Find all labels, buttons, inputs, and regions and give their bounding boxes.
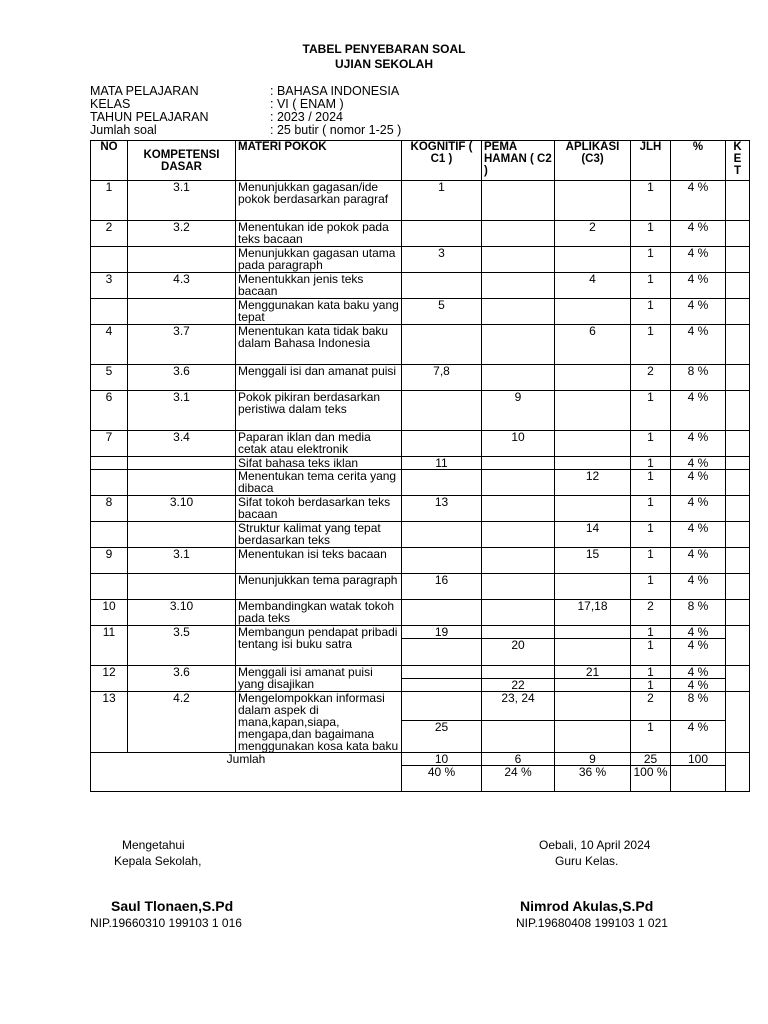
cell-c1 bbox=[402, 548, 482, 574]
cell-c2 bbox=[482, 600, 555, 626]
cell-c3: 15 bbox=[555, 548, 631, 574]
cell-ket bbox=[726, 600, 750, 626]
cell-materi: Menentukan isi teks bacaan bbox=[236, 548, 402, 574]
info-value: : VI ( ENAM ) bbox=[270, 97, 344, 111]
cell-jlh: 1 bbox=[631, 273, 671, 299]
cell-ket bbox=[726, 299, 750, 325]
cell-c1 bbox=[402, 639, 482, 666]
cell-c3: 2 bbox=[555, 221, 631, 247]
cell-c1 bbox=[402, 391, 482, 431]
cell-c2 bbox=[482, 325, 555, 365]
cell-pct: 4 % bbox=[671, 325, 726, 365]
cell-c3 bbox=[555, 626, 631, 639]
percent-pct bbox=[671, 766, 726, 792]
cell-kompetensi: 3.7 bbox=[128, 325, 236, 365]
cell-materi: Menggali isi dan amanat puisi bbox=[236, 365, 402, 391]
left-sign-name: Saul Tlonaen,S.Pd bbox=[111, 898, 234, 914]
cell-jlh: 1 bbox=[631, 666, 671, 679]
cell-ket bbox=[726, 692, 750, 753]
cell-c3: 21 bbox=[555, 666, 631, 679]
cell-c3: 17,18 bbox=[555, 600, 631, 626]
cell-c2 bbox=[482, 365, 555, 391]
cell-no: 10 bbox=[91, 600, 128, 626]
table-row bbox=[91, 522, 750, 548]
cell-jlh: 1 bbox=[631, 457, 671, 470]
cell-c2 bbox=[482, 522, 555, 548]
info-label: MATA PELAJARAN bbox=[90, 84, 199, 98]
cell-pct: 8 % bbox=[671, 365, 726, 391]
cell-pct: 4 % bbox=[671, 391, 726, 431]
cell-ket bbox=[726, 365, 750, 391]
cell-c1: 19 bbox=[402, 626, 482, 639]
cell-jlh: 1 bbox=[631, 626, 671, 639]
table-row bbox=[91, 299, 750, 325]
cell-c2 bbox=[482, 574, 555, 600]
table-row bbox=[91, 247, 750, 273]
cell-c3 bbox=[555, 431, 631, 457]
left-sign-nip: NIP.19660310 199103 1 016 bbox=[90, 916, 242, 930]
cell-pct: 4 % bbox=[671, 679, 726, 692]
info-value: : 25 butir ( nomor 1-25 ) bbox=[270, 123, 402, 137]
header-c2: PEMA HAMAN ( C2 ) bbox=[482, 141, 555, 181]
cell-c3 bbox=[555, 181, 631, 221]
cell-ket bbox=[726, 273, 750, 299]
cell-kompetensi: 3.1 bbox=[128, 548, 236, 574]
cell-c3 bbox=[555, 679, 631, 692]
total-jlh: 25 bbox=[631, 753, 671, 766]
percent-jlh: 100 % bbox=[631, 766, 671, 792]
cell-c1 bbox=[402, 273, 482, 299]
cell-pct: 4 % bbox=[671, 221, 726, 247]
cell-jlh: 1 bbox=[631, 431, 671, 457]
cell-c1 bbox=[402, 325, 482, 365]
cell-no bbox=[91, 247, 128, 273]
cell-c3 bbox=[555, 721, 631, 753]
cell-c2: 22 bbox=[482, 679, 555, 692]
cell-materi: Membandingkan watak tokoh pada teks bbox=[236, 600, 402, 626]
table-row bbox=[91, 181, 750, 221]
cell-c2 bbox=[482, 666, 555, 679]
table-row bbox=[91, 548, 750, 574]
cell-c3 bbox=[555, 247, 631, 273]
cell-jlh: 1 bbox=[631, 299, 671, 325]
cell-no: 12 bbox=[91, 666, 128, 692]
header-materi: MATERI POKOK bbox=[236, 141, 402, 181]
cell-c2 bbox=[482, 181, 555, 221]
right-sign-nip: NIP.19680408 199103 1 021 bbox=[516, 916, 668, 930]
cell-c2: 9 bbox=[482, 391, 555, 431]
cell-c1: 13 bbox=[402, 496, 482, 522]
cell-ket bbox=[726, 496, 750, 522]
cell-no: 1 bbox=[91, 181, 128, 221]
cell-no: 6 bbox=[91, 391, 128, 431]
cell-c2 bbox=[482, 273, 555, 299]
cell-kompetensi: 3.1 bbox=[128, 391, 236, 431]
header-ket: K E T bbox=[726, 141, 750, 181]
table-row bbox=[91, 457, 750, 470]
cell-jlh: 1 bbox=[631, 391, 671, 431]
cell-materi: Struktur kalimat yang tepat berdasarkan teks bbox=[236, 522, 402, 548]
cell-c2: 23, 24 bbox=[482, 692, 555, 721]
table-header-row bbox=[91, 141, 750, 181]
cell-kompetensi: 3.6 bbox=[128, 666, 236, 692]
cell-c2 bbox=[482, 496, 555, 522]
cell-ket bbox=[726, 522, 750, 548]
cell-c3 bbox=[555, 496, 631, 522]
cell-kompetensi: 3.4 bbox=[128, 431, 236, 457]
info-row-subject bbox=[90, 85, 401, 98]
cell-materi: Mengelompokkan informasi dalam aspek di mana,kapan,siapa, mengapa,dan bagaimana menggunakan kosa kata baku bbox=[236, 692, 402, 753]
document-subtitle: UJIAN SEKOLAH bbox=[334, 57, 433, 71]
total-pct: 100 bbox=[671, 753, 726, 766]
cell-no bbox=[91, 299, 128, 325]
table-row bbox=[91, 574, 750, 600]
table-body bbox=[91, 181, 750, 792]
cell-c3: 4 bbox=[555, 273, 631, 299]
cell-c2: 20 bbox=[482, 639, 555, 666]
table-row bbox=[91, 666, 750, 679]
cell-kompetensi: 3.10 bbox=[128, 600, 236, 626]
cell-materi: Paparan iklan dan media cetak atau elektronik bbox=[236, 431, 402, 457]
cell-materi: Menentukan ide pokok pada teks bacaan bbox=[236, 221, 402, 247]
cell-ket bbox=[726, 247, 750, 273]
cell-materi: Menentukan tema cerita yang dibaca bbox=[236, 470, 402, 496]
table-row bbox=[91, 325, 750, 365]
cell-pct: 4 % bbox=[671, 181, 726, 221]
cell-materi: Menentukan kata tidak baku dalam Bahasa Indonesia bbox=[236, 325, 402, 365]
total-c2: 6 bbox=[482, 753, 555, 766]
cell-materi: Menunjukkan tema paragraph bbox=[236, 574, 402, 600]
info-label: TAHUN PELAJARAN bbox=[90, 110, 209, 124]
cell-kompetensi: 4.2 bbox=[128, 692, 236, 753]
info-row-count bbox=[90, 124, 401, 137]
cell-c3 bbox=[555, 574, 631, 600]
info-value: : 2023 / 2024 bbox=[270, 110, 343, 124]
cell-ket bbox=[726, 470, 750, 496]
cell-pct: 4 % bbox=[671, 666, 726, 679]
cell-kompetensi bbox=[128, 457, 236, 470]
cell-no: 5 bbox=[91, 365, 128, 391]
table-row bbox=[91, 221, 750, 247]
cell-materi: Menunjukkan gagasan/ide pokok berdasarkan paragraf bbox=[236, 181, 402, 221]
cell-pct: 4 % bbox=[671, 247, 726, 273]
table-row bbox=[91, 692, 750, 721]
right-sign-name: Nimrod Akulas,S.Pd bbox=[520, 898, 654, 914]
cell-materi: Menunjukkan gagasan utama pada paragraph bbox=[236, 247, 402, 273]
cell-c3 bbox=[555, 639, 631, 666]
cell-no: 11 bbox=[91, 626, 128, 666]
cell-kompetensi: 4.3 bbox=[128, 273, 236, 299]
cell-materi: Menggali isi amanat puisi yang disajikan bbox=[236, 666, 402, 692]
cell-c1 bbox=[402, 600, 482, 626]
cell-pct: 4 % bbox=[671, 721, 726, 753]
cell-pct: 4 % bbox=[671, 522, 726, 548]
cell-kompetensi: 3.1 bbox=[128, 181, 236, 221]
table-row bbox=[91, 470, 750, 496]
header-no: NO bbox=[91, 141, 128, 181]
cell-ket bbox=[726, 574, 750, 600]
cell-pct: 4 % bbox=[671, 470, 726, 496]
info-label: KELAS bbox=[90, 97, 131, 111]
cell-c2 bbox=[482, 299, 555, 325]
cell-jlh: 1 bbox=[631, 639, 671, 666]
cell-pct: 4 % bbox=[671, 431, 726, 457]
document-title: TABEL PENYEBARAN SOAL bbox=[302, 42, 466, 56]
table-row bbox=[91, 496, 750, 522]
total-ket bbox=[726, 753, 750, 792]
cell-c3 bbox=[555, 457, 631, 470]
cell-c1: 5 bbox=[402, 299, 482, 325]
table-row bbox=[91, 365, 750, 391]
cell-c1 bbox=[402, 679, 482, 692]
cell-pct: 4 % bbox=[671, 626, 726, 639]
cell-c1 bbox=[402, 522, 482, 548]
cell-pct: 4 % bbox=[671, 273, 726, 299]
info-value: : BAHASA INDONESIA bbox=[270, 84, 400, 98]
cell-c1: 7,8 bbox=[402, 365, 482, 391]
cell-c1 bbox=[402, 221, 482, 247]
cell-kompetensi bbox=[128, 574, 236, 600]
cell-c1 bbox=[402, 470, 482, 496]
total-c1: 10 bbox=[402, 753, 482, 766]
totals-row bbox=[91, 753, 750, 766]
cell-c2 bbox=[482, 457, 555, 470]
cell-c2: 10 bbox=[482, 431, 555, 457]
info-block bbox=[90, 85, 401, 137]
total-c3: 9 bbox=[555, 753, 631, 766]
cell-materi: Pokok pikiran berdasarkan peristiwa dalam teks bbox=[236, 391, 402, 431]
cell-c1: 3 bbox=[402, 247, 482, 273]
cell-no: 8 bbox=[91, 496, 128, 522]
cell-c1 bbox=[402, 692, 482, 721]
cell-no: 13 bbox=[91, 692, 128, 753]
cell-jlh: 1 bbox=[631, 574, 671, 600]
cell-pct: 4 % bbox=[671, 548, 726, 574]
left-sign-line2: Kepala Sekolah, bbox=[114, 854, 202, 868]
header-kompetensi: KOMPETENSI DASAR bbox=[128, 141, 236, 181]
cell-c2 bbox=[482, 247, 555, 273]
cell-no: 7 bbox=[91, 431, 128, 457]
cell-c2 bbox=[482, 221, 555, 247]
cell-ket bbox=[726, 626, 750, 666]
cell-c1: 25 bbox=[402, 721, 482, 753]
cell-no: 2 bbox=[91, 221, 128, 247]
cell-pct: 4 % bbox=[671, 639, 726, 666]
cell-ket bbox=[726, 666, 750, 692]
cell-no bbox=[91, 470, 128, 496]
cell-ket bbox=[726, 431, 750, 457]
cell-kompetensi bbox=[128, 299, 236, 325]
cell-pct: 8 % bbox=[671, 692, 726, 721]
header-c3: APLIKASI (C3) bbox=[555, 141, 631, 181]
cell-c3: 14 bbox=[555, 522, 631, 548]
cell-c1: 1 bbox=[402, 181, 482, 221]
cell-kompetensi bbox=[128, 247, 236, 273]
cell-c3 bbox=[555, 365, 631, 391]
cell-jlh: 1 bbox=[631, 325, 671, 365]
table-row bbox=[91, 431, 750, 457]
percent-c1: 40 % bbox=[402, 766, 482, 792]
cell-materi: Sifat tokoh berdasarkan teks bacaan bbox=[236, 496, 402, 522]
table-row bbox=[91, 600, 750, 626]
cell-c2 bbox=[482, 470, 555, 496]
percent-c2: 24 % bbox=[482, 766, 555, 792]
cell-c2 bbox=[482, 721, 555, 753]
cell-c1 bbox=[402, 431, 482, 457]
cell-no bbox=[91, 522, 128, 548]
cell-jlh: 2 bbox=[631, 692, 671, 721]
cell-pct: 4 % bbox=[671, 496, 726, 522]
cell-kompetensi: 3.2 bbox=[128, 221, 236, 247]
cell-jlh: 1 bbox=[631, 679, 671, 692]
cell-ket bbox=[726, 457, 750, 470]
cell-ket bbox=[726, 325, 750, 365]
cell-pct: 4 % bbox=[671, 574, 726, 600]
cell-c1: 16 bbox=[402, 574, 482, 600]
cell-jlh: 1 bbox=[631, 181, 671, 221]
cell-kompetensi: 3.6 bbox=[128, 365, 236, 391]
cell-ket bbox=[726, 181, 750, 221]
cell-no: 4 bbox=[91, 325, 128, 365]
cell-kompetensi: 3.5 bbox=[128, 626, 236, 666]
cell-pct: 4 % bbox=[671, 299, 726, 325]
cell-c1 bbox=[402, 666, 482, 679]
left-sign-line1: Mengetahui bbox=[122, 838, 185, 852]
cell-no bbox=[91, 457, 128, 470]
cell-materi: Menggunakan kata baku yang tepat bbox=[236, 299, 402, 325]
cell-ket bbox=[726, 391, 750, 431]
right-sign-line1: Oebali, 10 April 2024 bbox=[539, 838, 651, 852]
cell-kompetensi bbox=[128, 470, 236, 496]
cell-jlh: 2 bbox=[631, 365, 671, 391]
cell-materi: Menentukkan jenis teks bacaan bbox=[236, 273, 402, 299]
cell-c3: 12 bbox=[555, 470, 631, 496]
cell-jlh: 1 bbox=[631, 721, 671, 753]
cell-kompetensi bbox=[128, 522, 236, 548]
table-row bbox=[91, 391, 750, 431]
table-row bbox=[91, 626, 750, 639]
cell-c3 bbox=[555, 692, 631, 721]
cell-pct: 8 % bbox=[671, 600, 726, 626]
cell-materi: Membangun pendapat pribadi tentang isi buku satra bbox=[236, 626, 402, 666]
table-row bbox=[91, 273, 750, 299]
right-sign-line2: Guru Kelas. bbox=[555, 854, 619, 868]
header-jlh: JLH bbox=[631, 141, 671, 181]
cell-c2 bbox=[482, 548, 555, 574]
cell-c3 bbox=[555, 299, 631, 325]
cell-jlh: 2 bbox=[631, 600, 671, 626]
distribution-table bbox=[90, 140, 750, 792]
cell-no: 9 bbox=[91, 548, 128, 574]
cell-jlh: 1 bbox=[631, 496, 671, 522]
cell-jlh: 1 bbox=[631, 221, 671, 247]
totals-label: Jumlah bbox=[91, 753, 402, 792]
cell-jlh: 1 bbox=[631, 548, 671, 574]
cell-c1: 11 bbox=[402, 457, 482, 470]
cell-c3: 6 bbox=[555, 325, 631, 365]
cell-no: 3 bbox=[91, 273, 128, 299]
cell-pct: 4 % bbox=[671, 457, 726, 470]
cell-kompetensi: 3.10 bbox=[128, 496, 236, 522]
header-pct: % bbox=[671, 141, 726, 181]
cell-ket bbox=[726, 221, 750, 247]
cell-materi: Sifat bahasa teks iklan bbox=[236, 457, 402, 470]
cell-jlh: 1 bbox=[631, 470, 671, 496]
cell-c3 bbox=[555, 391, 631, 431]
header-c1: KOGNITIF ( C1 ) bbox=[402, 141, 482, 181]
cell-ket bbox=[726, 548, 750, 574]
cell-jlh: 1 bbox=[631, 247, 671, 273]
cell-no bbox=[91, 574, 128, 600]
info-label: Jumlah soal bbox=[90, 123, 157, 137]
cell-c2 bbox=[482, 626, 555, 639]
cell-jlh: 1 bbox=[631, 522, 671, 548]
percent-c3: 36 % bbox=[555, 766, 631, 792]
